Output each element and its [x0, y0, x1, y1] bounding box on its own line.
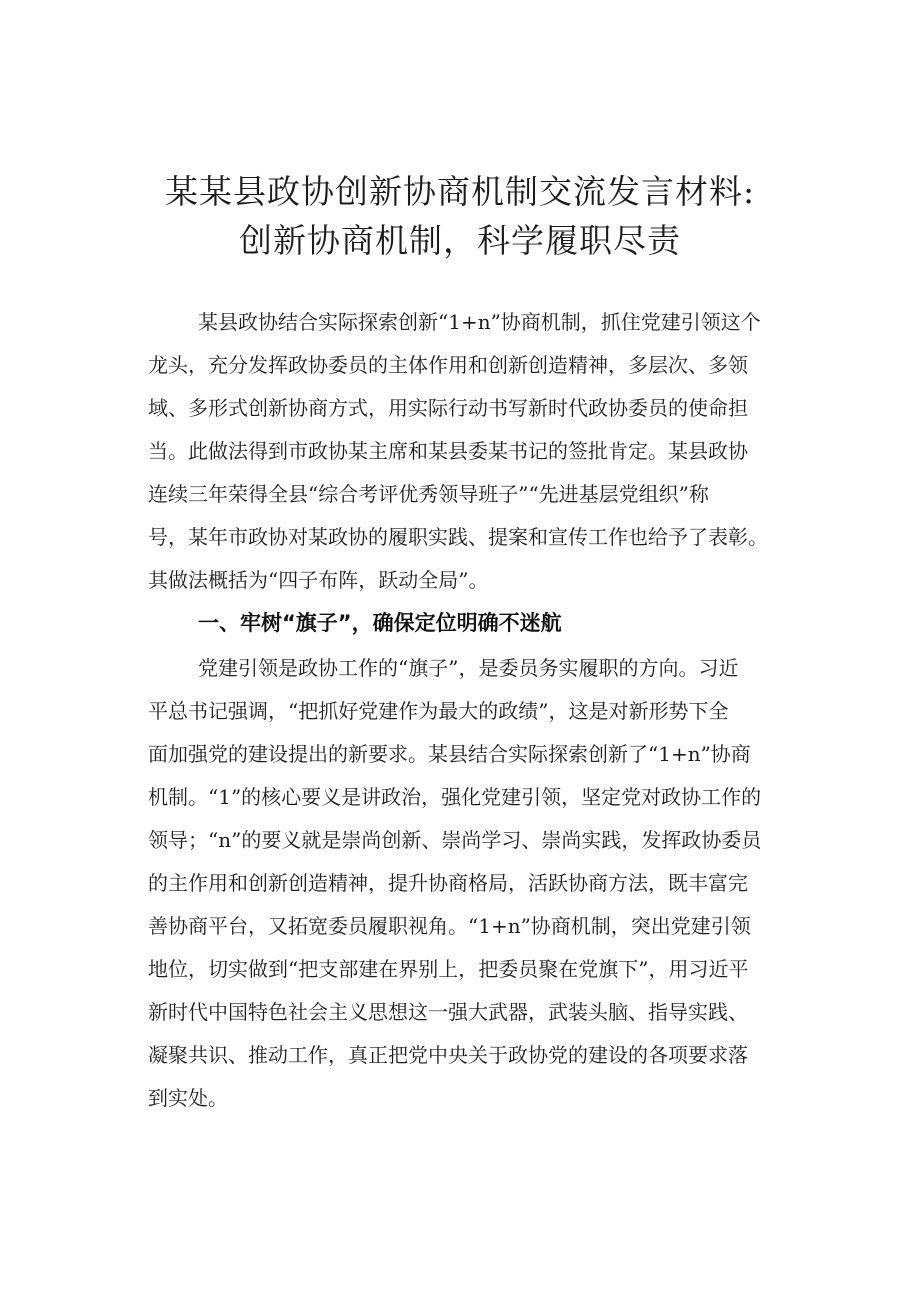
section-1-line-2: 平总书记强调，“把抓好党建作为最大的政绩”，这是对新形势下全	[148, 699, 729, 723]
section-1-line-9: 新时代中国特色社会主义思想这一强大武器，武装头脑、指导实践、	[148, 1000, 748, 1024]
section-1-line-3: 面加强党的建设提出的新要求。某县结合实际探索创新了“1+n”协商	[148, 742, 751, 766]
section-1-line-10: 凝聚共识、推动工作，真正把党中央关于政协党的建设的各项要求落	[148, 1043, 748, 1067]
intro-line-2: 龙头，充分发挥政协委员的主体作用和创新创造精神，多层次、多领	[148, 353, 748, 377]
section-1-line-4: 机制。“1”的核心要义是讲政治，强化党建引领，坚定党对政协工作的	[148, 785, 762, 809]
section-1-line-5: 领导；“n”的要义就是崇尚创新、崇尚学习、崇尚实践，发挥政协委员	[148, 828, 762, 852]
intro-line-1: 某县政协结合实际探索创新“1+n”协商机制，抓住党建引领这个	[198, 310, 761, 334]
intro-line-4: 当。此做法得到市政协某主席和某县委某书记的签批肯定。某县政协	[148, 439, 748, 463]
section-1-line-8: 地位，切实做到“把支部建在界别上，把委员聚在党旗下”，用习近平	[148, 957, 749, 981]
intro-line-6: 号，某年市政协对某政协的履职实践、提案和宣传工作也给予了表彰。	[148, 525, 768, 549]
intro-line-3: 域、多形式创新协商方式，用实际行动书写新时代政协委员的使命担	[148, 396, 748, 420]
section-1-line-1: 党建引领是政协工作的“旗子”，是委员务实履职的方向。习近	[198, 656, 739, 680]
intro-line-7: 其做法概括为“四子布阵，跃动全局”。	[148, 568, 489, 592]
intro-line-5: 连续三年荣得全县“综合考评优秀领导班子”“先进基层党组织”称	[148, 482, 709, 506]
section-1-line-6: 的主作用和创新创造精神，提升协商格局，活跃协商方法，既丰富完	[148, 871, 748, 895]
section-1-line-11: 到实处。	[148, 1086, 228, 1110]
document-title-line-1: 某某县政协创新协商机制交流发言材料:	[164, 172, 756, 211]
document-title-line-2: 创新协商机制，科学履职尽责	[239, 221, 681, 260]
section-1-line-7: 善协商平台，又拓宽委员履职视角。“1+n”协商机制，突出党建引领	[148, 914, 751, 938]
section-1-heading: 一、牢树“旗子”，确保定位明确不迷航	[198, 611, 562, 635]
